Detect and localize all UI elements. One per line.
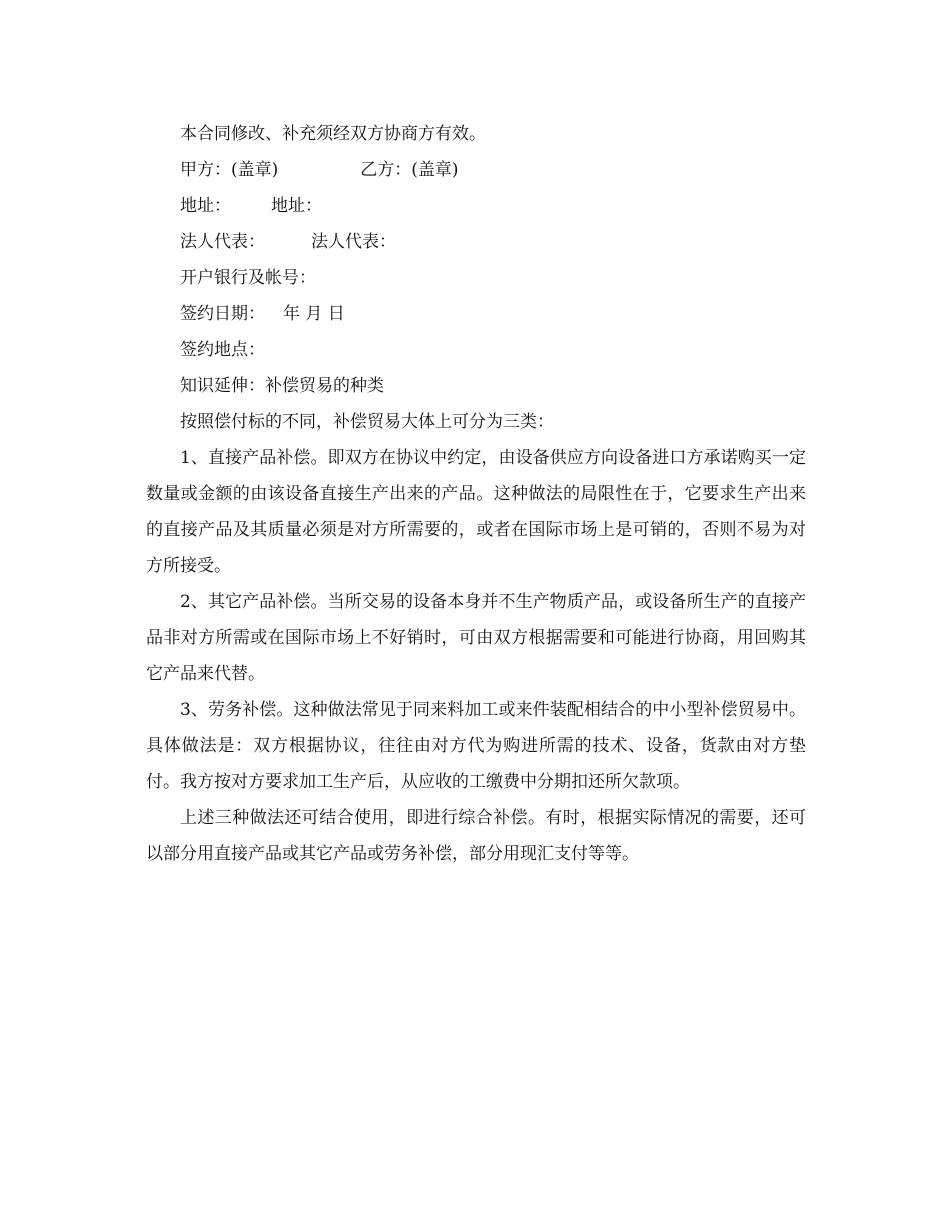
party-a-seal: 甲方：(盖章) xyxy=(180,160,279,180)
extension-title: 知识延伸：补偿贸易的种类 xyxy=(180,376,384,396)
extension-intro: 按照偿付标的不同，补偿贸易大体上可分为三类： xyxy=(180,412,554,432)
address-line xyxy=(146,188,806,224)
paragraph-combined: 上述三种做法还可结合使用，即进行综合补偿。有时，根据实际情况的需要，还可以部分用直接产品或其它产品或劳务补偿，部分用现汇支付等等。 xyxy=(146,808,806,864)
address-b: 地址： xyxy=(271,196,322,216)
paragraph-labor: 3、劳务补偿。这种做法常见于同来料加工或来件装配相结合的中小型补偿贸易中。具体做法是：双方根据协议，往往由对方代为购进所需的技术、设备，货款由对方垫付。我方按对方要求加工生产后，从应收的工缴费中分期扣还所欠款项。 xyxy=(146,700,806,792)
paragraph-direct-product: 1、直接产品补偿。即双方在协议中约定，由设备供应方向设备进口方承诺购买一定数量或金额的由该设备直接生产出来的产品。这种做法的局限性在于，它要求生产出来的直接产品及其质量必须是对方所需要的，或者在国际市场上是可销的，否则不易为对方所接受。 xyxy=(146,448,806,576)
sign-place-line: 签约地点： xyxy=(180,340,265,360)
legal-rep-b: 法人代表： xyxy=(311,232,396,252)
document-body xyxy=(146,116,806,872)
party-b-seal: 乙方：(盖章) xyxy=(360,160,459,180)
sign-date-line xyxy=(146,296,806,332)
address-a: 地址： xyxy=(180,196,231,216)
seal-line xyxy=(146,152,806,188)
legal-rep-a: 法人代表： xyxy=(180,232,265,252)
sign-date-value: 年 月 日 xyxy=(283,304,345,324)
legal-rep-line xyxy=(146,224,806,260)
sign-date-label: 签约日期： xyxy=(180,304,265,324)
bank-account-line: 开户银行及帐号： xyxy=(180,268,316,288)
amendment-clause: 本合同修改、补充须经双方协商方有效。 xyxy=(180,124,486,144)
paragraph-other-product: 2、其它产品补偿。当所交易的设备本身并不生产物质产品，或设备所生产的直接产品非对方所需或在国际市场上不好销时，可由双方根据需要和可能进行协商，用回购其它产品来代替。 xyxy=(146,592,806,684)
